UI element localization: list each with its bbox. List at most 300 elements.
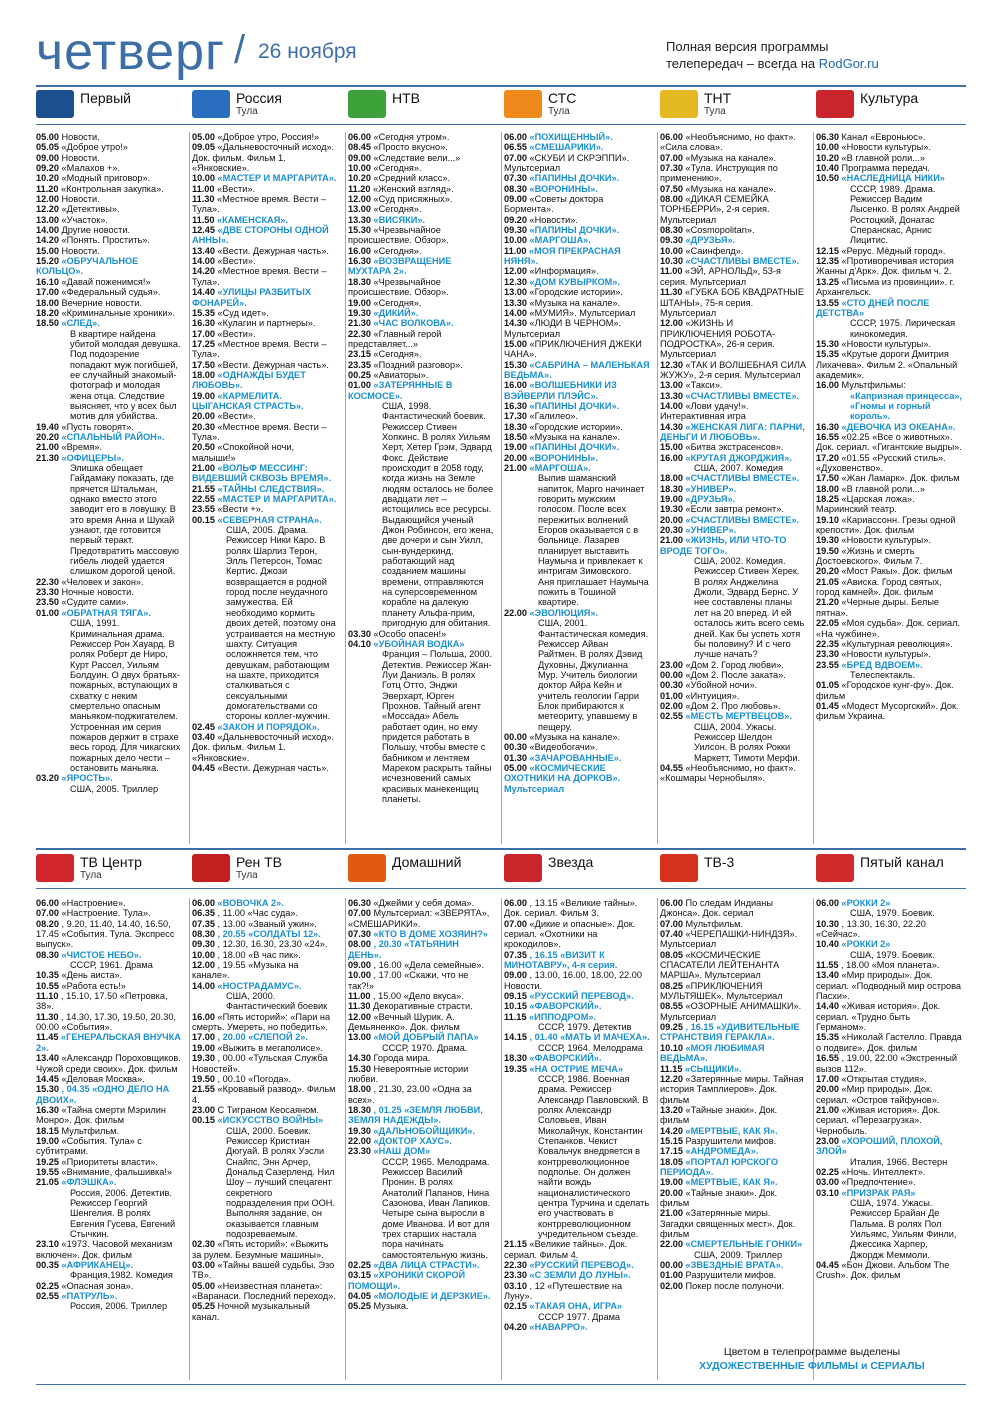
program-time: 07.00 (504, 918, 530, 929)
program-time: 13.40 (192, 245, 218, 256)
program-time: 07.00 (36, 908, 62, 919)
program-entry (816, 1084, 962, 1105)
channel-top-6 (816, 88, 966, 118)
program-title: «Видеобогачи». (529, 742, 598, 753)
program-time: 10.30 (660, 256, 686, 267)
program-entry (192, 246, 338, 256)
program-title: «Битва экстрасенсов». (685, 442, 784, 453)
promo-line-1: Полная версия программы (666, 39, 829, 54)
program-time: 15.35 (816, 1032, 842, 1043)
program-entry (660, 1281, 806, 1291)
program-time: 21.00 (660, 535, 686, 546)
program-entry (36, 1136, 182, 1157)
program-entry (504, 991, 650, 1001)
program-time: 11.20 (348, 183, 374, 194)
program-time: 05.05 (36, 142, 62, 153)
program-title: «ЖИЗНЬ И ПРИКЛЮЧЕНИЯ РОБОТА-ПОДРОСТКА», 26-я серия. Мультсериал (660, 318, 776, 360)
program-title: «Новости культуры». (841, 535, 931, 546)
program-time: 08.45 (348, 142, 374, 153)
channel-logo-icon (660, 90, 698, 118)
program-title: «МАСТЕР И МАРГАРИТА». (217, 494, 337, 505)
program-time: 18.25 (816, 494, 842, 505)
program-entry (816, 422, 962, 432)
program-time: 04.10 (348, 638, 374, 649)
channel-top-3 (348, 88, 498, 118)
program-entry (660, 701, 806, 711)
program-title: «ВОЗВРАЩЕНИЕ МУХТАРА 2». (348, 256, 452, 277)
program-time: 17.15 (660, 1146, 686, 1157)
program-title: Покер после полуночи. (685, 1280, 785, 1291)
program-title: «Дом 2. После заката». (685, 669, 786, 680)
program-entry (36, 256, 182, 277)
program-time: 02.30 (192, 1239, 218, 1250)
program-title: «События. Тула» с субтитрами. (36, 1135, 142, 1157)
channel-region: Тула (236, 106, 258, 117)
program-entry (504, 1301, 650, 1311)
program-entry (348, 173, 494, 183)
program-entry (504, 173, 650, 183)
program-entry (192, 1074, 338, 1084)
program-time: 08.30 (36, 949, 62, 960)
program-time: 23.30 (36, 587, 62, 598)
program-entry (36, 1260, 182, 1270)
program-title: , 00.10 «Погода». (217, 1073, 292, 1084)
program-title: «МАРГОША». (529, 463, 591, 473)
program-time: 09.30 (504, 225, 530, 236)
channel-name: ТНТ (704, 90, 732, 106)
program-time: 09.00 (36, 152, 62, 163)
program-time: 10.00 (192, 949, 218, 960)
program-time: 09.00 (348, 152, 374, 163)
program-title: , 20.00 «СЛЕПОЙ 2». (217, 1032, 308, 1043)
program-time: 18.00 (192, 369, 218, 380)
program-entry (36, 608, 182, 618)
program-title: «В главной роли...» (841, 483, 925, 494)
program-entry (36, 184, 182, 194)
program-time: 12.00 (192, 960, 218, 971)
program-title: «ПАПИНЫ ДОЧКИ». (529, 400, 620, 411)
program-title: «ХОРОШИЙ, ПЛОХОЙ, ЗЛОЙ» (816, 1135, 943, 1157)
program-entry (192, 981, 338, 991)
program-entry (348, 639, 494, 649)
program-time: 19.50 (816, 545, 842, 556)
program-entry (192, 732, 338, 763)
program-title: Музыка. (373, 1301, 409, 1312)
program-time: 20.50 (192, 442, 218, 453)
channel-rule-bottom (36, 888, 966, 889)
program-time: 09.05 (192, 142, 218, 153)
program-title: «Настроение». (61, 898, 126, 908)
program-title: , 00.00 «Тульская Служба Новостей». (192, 1053, 328, 1074)
program-time: 03.15 (348, 1270, 374, 1281)
program-time: 00.15 (192, 514, 218, 525)
program-entry (816, 639, 962, 649)
program-entry: СССР, 1975. Лирическая кинокомедия. (850, 318, 956, 339)
program-title: «Поздний разговор». (373, 359, 463, 370)
program-entry (504, 266, 650, 276)
program-time: 21.05 (816, 576, 842, 587)
program-time: 09.00 (504, 194, 530, 205)
program-time: 06.00 (660, 898, 686, 908)
program-title: «ДВА ЛИЦА СТРАСТИ». (373, 1260, 480, 1271)
program-time: 10.00 (348, 163, 374, 174)
program-time: 23.35 (348, 359, 374, 370)
program-title: , 01.40 «МАТЬ И МАЧЕХА». (529, 1032, 650, 1043)
program-time: 18.20 (36, 307, 62, 318)
program-entry (36, 908, 182, 918)
promo-site-link[interactable]: RodGor.ru (818, 56, 879, 71)
program-time: 05.00 (192, 1280, 218, 1291)
program-time: 21.30 (348, 318, 374, 329)
program-title: «Вести. Дежурная часть». (217, 245, 329, 256)
program-time: 00.30 (504, 742, 530, 753)
program-time: 07.30 (660, 163, 686, 174)
program-time: 13.25 (816, 276, 842, 287)
program-time: 21.00 (192, 463, 218, 473)
program-title: «КТО В ДОМЕ ХОЗЯИН?» (373, 929, 488, 940)
program-entry (36, 981, 182, 991)
program-title: «ГЕНЕРАЛЬСКАЯ ВНУЧКА 2». (36, 1032, 181, 1053)
program-title: «Вести +». (217, 504, 264, 515)
program-entry (348, 908, 494, 929)
program-title: «Мир природы». Док. сериал. «Остров тайфунов». (816, 1084, 940, 1105)
program-title: «Доброе утро!» (61, 142, 128, 153)
program-title: «УНИВЕР». (685, 525, 737, 536)
program-entry (348, 1260, 494, 1270)
program-entry (36, 577, 182, 587)
program-title: , 01.25 «ЗЕМЛЯ ЛЮБВИ, ЗЕМЛЯ НАДЕЖДЫ». (348, 1104, 483, 1126)
program-title: «Человек и закон». (61, 576, 144, 587)
program-title: «МЕРТВЫЕ, КАК Я». (685, 1177, 778, 1188)
schedule-column-bottom-1 (36, 898, 182, 1380)
program-title: Вечерние новости. (61, 297, 142, 308)
program-title: «Местное время. Вести – Тула». (192, 421, 327, 442)
program-title: Новости. (61, 245, 100, 256)
program-entry (660, 660, 806, 670)
program-entry (192, 898, 338, 908)
program-title: Мультфильм. (685, 918, 744, 929)
program-entry (192, 484, 338, 494)
program-entry (348, 1291, 494, 1301)
program-entry (348, 1053, 494, 1063)
program-title: «ДРУЗЬЯ». (685, 235, 736, 246)
program-time: 18.00 (816, 483, 842, 494)
program-time: 02.55 (660, 711, 686, 722)
program-entry (660, 680, 806, 690)
program-time: 10.00 (816, 142, 842, 153)
legend-line-2: ХУДОЖЕСТВЕННЫЕ ФИЛЬМЫ и СЕРИАЛЫ (699, 1360, 925, 1372)
program-time: 14.45 (36, 1073, 62, 1084)
program-time: 00.30 (660, 680, 686, 691)
channel-top-2 (192, 88, 342, 118)
channel-logo-icon (192, 854, 230, 882)
program-time: 13.30 (660, 390, 686, 401)
program-entry (816, 939, 962, 949)
program-entry: Франция – Польша, 2000. Детектив. Режиссер Жан-Луи Даниэль. В ролях Готц Отто, Энджи Эверхарт, Юрген Прохнов. Тайный агент «Моссада» Абель работает один, но ему придется работать в Польшу, чтобы вместе с бабником и лентяем Мареком раскрыть тайны исчезновений самых красивых манекенщиц планеты. (382, 649, 493, 804)
program-entry (660, 691, 806, 701)
program-title: «ПОХИЩЕННЫЙ». (529, 132, 613, 142)
program-title: Разрушители мифов. (685, 1270, 777, 1281)
program-entry (660, 1136, 806, 1146)
program-time: 10.30 (816, 918, 842, 929)
program-time: 02.55 (36, 1291, 62, 1302)
program-time: 12.45 (192, 225, 218, 236)
program-entry (348, 1270, 494, 1291)
program-time: 23.55 (816, 659, 842, 670)
program-title: «ТАК И ВОЛШЕБНАЯ СИЛА ЖУЖУ», 2-я серия. Мультсериал (660, 359, 806, 380)
program-title: «УНИВЕР». (685, 483, 737, 494)
program-title: Мультфильмы: (841, 380, 906, 391)
program-title: «ДРУЗЬЯ». (685, 494, 736, 505)
program-title: «НАВАРРО». (529, 1322, 588, 1333)
program-entry (660, 950, 806, 981)
program-entry (816, 919, 962, 940)
program-entry (504, 132, 650, 142)
program-time: 14.20 (36, 235, 62, 246)
program-time: 12.00 (660, 318, 686, 329)
program-entry: США, 1979. Боевик. (850, 908, 935, 919)
program-entry (192, 287, 338, 308)
program-time: 00.15 (192, 1115, 218, 1126)
program-entry (348, 1136, 494, 1146)
program-time: 08.30 (504, 183, 530, 194)
program-time: 18.50 (504, 431, 530, 442)
program-title: «СЧАСТЛИВЫ ВМЕСТЕ». (685, 390, 800, 401)
program-time: 21.15 (504, 1239, 530, 1250)
channel-top-5 (660, 88, 810, 118)
program-entry (192, 442, 338, 463)
program-entry (36, 1291, 182, 1301)
program-title: «АНДРОМЕДА». (685, 1146, 759, 1157)
channel-bottom-2 (192, 852, 342, 882)
program-entry (36, 919, 182, 950)
program-title: «Дикие и опасные». Док. сериал. «Охотники на крокодилов». (504, 918, 636, 950)
program-title: , 11.00 «Час суда». (217, 908, 299, 919)
program-entry (816, 680, 962, 701)
program-time: 10.10 (660, 1042, 686, 1053)
program-time: 14.40 (192, 287, 218, 298)
program-entry (348, 204, 494, 214)
program-time: 16.10 (36, 276, 62, 287)
program-time: 21.00 (660, 1208, 686, 1219)
program-entry (660, 1043, 806, 1064)
program-entry (816, 566, 962, 576)
program-entry (660, 1146, 806, 1156)
column-divider (345, 132, 346, 844)
program-title: «Сегодня». (373, 245, 422, 256)
program-entry (348, 153, 494, 163)
program-title: «Жизнь и смерть Достоевского». Фильм 7. (816, 545, 923, 567)
program-title: , 16.00 «Дела семейные». (373, 960, 485, 971)
program-entry (192, 308, 338, 318)
program-title: Разрушители мифов. (685, 1135, 777, 1146)
program-title: , 16.15 «УДИВИТЕЛЬНЫЕ СТРАНСТВИЯ ГЕРАКЛА». (660, 1022, 800, 1043)
program-time: 06.55 (504, 142, 530, 153)
program-entry (816, 484, 962, 494)
program-entry (348, 939, 494, 960)
program-title: «ДИКАЯ СЕМЕЙКА ТОРНБЕРРИ», 2-я серия. Мультсериал (660, 194, 770, 225)
schedule-column-top-5 (660, 132, 806, 844)
program-time: 16.55 (816, 1053, 842, 1064)
program-title: «МЕСТЬ МЕРТВЕЦОВ». (685, 711, 792, 722)
program-entry (660, 1064, 806, 1074)
program-title: , 18.00 «В час пик». (217, 949, 301, 960)
program-entry (36, 442, 182, 452)
program-time: 23.00 (192, 1104, 218, 1115)
program-title: «ОБРУЧАЛЬНОЕ КОЛЬЦО». (36, 256, 139, 277)
program-entry (348, 298, 494, 308)
program-entry (504, 184, 650, 194)
program-time: 21.00 (816, 1104, 842, 1115)
program-entry (816, 1260, 962, 1281)
program-time: 19.00 (660, 494, 686, 505)
program-entry (192, 463, 338, 484)
program-time: 18.30 (348, 1104, 374, 1115)
program-time: 18.00 (36, 297, 62, 308)
program-entry (192, 225, 338, 246)
program-entry (36, 1074, 182, 1084)
program-title: «Вести. Дежурная часть». (217, 762, 329, 773)
program-entry (36, 1177, 182, 1187)
program-time: 19.30 (348, 1125, 374, 1136)
program-title: «ПРИЗРАК РАЯ» (841, 1187, 916, 1198)
program-entry (504, 380, 650, 401)
program-entry (504, 732, 650, 742)
program-entry (816, 597, 962, 618)
program-title: «Суд идет». (217, 307, 269, 318)
column-divider (813, 132, 814, 844)
program-time: 20.00 (192, 411, 218, 422)
program-time: 22.55 (192, 494, 218, 505)
program-title: «Городские истории». (529, 287, 623, 298)
program-time: 21.00 (504, 463, 530, 473)
program-time: 18.50 (36, 318, 62, 329)
channel-bottom-4 (504, 852, 654, 882)
program-title: «Местное время. Вести – Тула». (192, 194, 327, 215)
program-entry (348, 132, 494, 142)
program-entry (36, 1157, 182, 1167)
program-title: «Внимание, фальшивка!» (61, 1166, 173, 1177)
channel-name: Россия (236, 90, 282, 106)
program-entry: Франция,1982. Комедия (70, 1270, 173, 1281)
program-title: «Судите сами». (61, 597, 129, 608)
program-entry (504, 1032, 650, 1042)
program-time: 06.00 (36, 898, 62, 908)
program-title: Новости. (61, 194, 100, 205)
column-divider (501, 898, 502, 1380)
program-title: С Тиграном Кеосаяном. (217, 1104, 319, 1115)
program-time: 02.25 (816, 1166, 842, 1177)
program-time: 22.30 (36, 576, 62, 587)
program-title: «ЗАТЕРЯННЫЕ В КОСМОСЕ». (348, 380, 453, 401)
program-title: , 13.30, 16.30, 22.20 «Сейчас». (816, 918, 926, 940)
program-time: 07.40 (660, 929, 686, 940)
program-entry (36, 173, 182, 183)
program-time: 07.30 (348, 929, 374, 940)
program-entry: США, 2005. Драма. Режиссер Ники Каро. В ролях Шарлиз Терон, Элль Петерсон, Томас Кертис. Джози возвращается в родной город после неудачного замужества. Ей необходимо кормить двоих детей, поэтому она устраивается на местную шахту. Ситуация осложняется тем, что девушкам, работающим на шахте, приходится сталкиваться с сексуальными домогательствами со стороны коллег-мужчин. (226, 525, 336, 722)
date-title: 26 ноября (258, 40, 357, 63)
program-entry (660, 504, 806, 514)
channel-logo-icon (816, 854, 854, 882)
program-title: «ПАПИНЫ ДОЧКИ». (529, 173, 620, 184)
program-entry (660, 360, 806, 381)
program-entry (816, 432, 962, 453)
program-title: «ИСКУССТВО ВОЙНЫ» (217, 1115, 324, 1126)
program-entry (660, 153, 806, 163)
program-entry (816, 660, 962, 670)
program-entry (660, 763, 806, 784)
program-entry: США, 1979. Боевик. (850, 949, 935, 960)
program-title: «Городское кунг-фу». Док. фильм (816, 680, 954, 701)
program-title: «ПАПИНЫ ДОЧКИ». (529, 442, 620, 453)
program-entry (504, 277, 650, 287)
program-title: «Вести. Дежурная часть». (217, 359, 329, 370)
program-entry (660, 401, 806, 422)
program-entry: США, 2005. Триллер (70, 783, 159, 794)
program-title: «НАСЛЕДНИЦА НИКИ» (841, 173, 945, 184)
program-time: 20.00 (660, 1187, 686, 1198)
program-time: 15.00 (504, 338, 530, 349)
program-entry (36, 132, 182, 142)
program-title: , 19.55 «Музыка на канале». (192, 960, 299, 981)
program-title: «КОСМИЧЕСКИЕ СПАСАТЕЛИ ЛЕЙТЕНАНТА МАРША». Мультсериал (660, 949, 780, 981)
program-entry (192, 1084, 338, 1105)
program-entry (348, 970, 494, 991)
program-entry (36, 1032, 182, 1053)
program-entry (660, 473, 806, 483)
column-divider (813, 898, 814, 1380)
program-entry: СССР, 1961. Драма (70, 960, 153, 971)
program-time: 21.55 (192, 1084, 218, 1095)
program-time: 09.30 (192, 939, 218, 950)
program-entry (660, 132, 806, 153)
program-time: 00.35 (36, 1260, 62, 1271)
program-entry (660, 670, 806, 680)
program-title: «Опасная зона». (61, 1280, 134, 1291)
program-title: «Новости культуры». (841, 649, 931, 660)
program-title: «ВОЛШЕБНИКИ ИЗ ВЭЙВЕРЛИ ПЛЭЙС». (504, 380, 617, 401)
program-entry (816, 173, 962, 183)
program-title: «ЯРОСТЬ». (61, 773, 113, 784)
program-entry (816, 898, 962, 908)
program-entry (660, 1177, 806, 1187)
program-time: 19.55 (36, 1166, 62, 1177)
program-entry (816, 970, 962, 1001)
program-time: 11.30 (36, 1011, 62, 1022)
program-entry (192, 318, 338, 328)
program-entry (816, 1032, 962, 1053)
program-title: «Открытая студия». (841, 1073, 927, 1084)
program-entry (36, 287, 182, 297)
program-entry (504, 919, 650, 950)
program-entry: СССР, 1989. Драма. Режиссер Вадим Лысенко. В ролях Андрей Ростоцкий, Донатас Сперанскас, Арнис Лицитис. (850, 183, 960, 246)
program-title: «СКУБИ И СКРЭППИ». Мультсериал (504, 152, 630, 174)
program-time: 01.45 (816, 700, 842, 711)
program-entry (816, 1136, 962, 1157)
program-time: 06.00 (816, 898, 842, 908)
program-time: 18.30 (348, 276, 374, 287)
program-time: 20.20 (816, 566, 842, 577)
program-time: 17.25 (192, 338, 218, 349)
program-entry (504, 1270, 650, 1280)
program-time: 23.50 (36, 597, 62, 608)
program-time: 13.55 (816, 297, 842, 308)
channel-logo-icon (504, 854, 542, 882)
program-title: «Дальневосточный исход». Док. фильм. Фильм 1. «Янковские». (192, 142, 335, 174)
program-entry (348, 898, 494, 908)
program-time: 10.00 (504, 235, 530, 246)
program-time: 04.45 (816, 1260, 842, 1271)
